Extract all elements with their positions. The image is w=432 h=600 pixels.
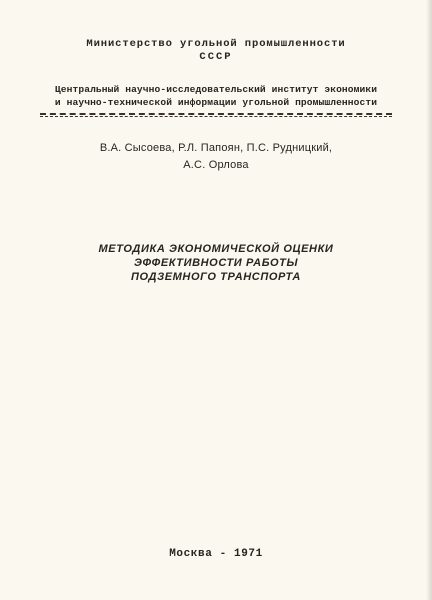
document-title-line-2: ЭФФЕКТИВНОСТИ РАБОТЫ bbox=[133, 257, 299, 269]
authors-line-1: В.А. Сысоева, Р.Л. Папоян, П.С. Рудницкий, bbox=[99, 142, 333, 154]
institute-name-line-2: и научно-технической информации угольной промышленности bbox=[54, 97, 378, 108]
page-edge-shadow bbox=[426, 0, 432, 600]
ministry-name: Министерство угольной промышленности bbox=[86, 38, 346, 50]
document-title-line-1: МЕТОДИКА ЭКОНОМИЧЕСКОЙ ОЦЕНКИ bbox=[98, 243, 334, 255]
document-title-line-3: ПОДЗЕМНОГО ТРАНСПОРТА bbox=[131, 271, 301, 283]
imprint-place-year: Москва - 1971 bbox=[169, 548, 263, 560]
institute-name-line-1: Центральный научно-исследовательский институт экономики bbox=[54, 84, 378, 95]
authors-line-2: А.С. Орлова bbox=[183, 159, 249, 171]
country-name: СССР bbox=[199, 51, 233, 63]
divider-rule-secondary bbox=[40, 116, 392, 117]
divider-rule bbox=[40, 113, 392, 115]
